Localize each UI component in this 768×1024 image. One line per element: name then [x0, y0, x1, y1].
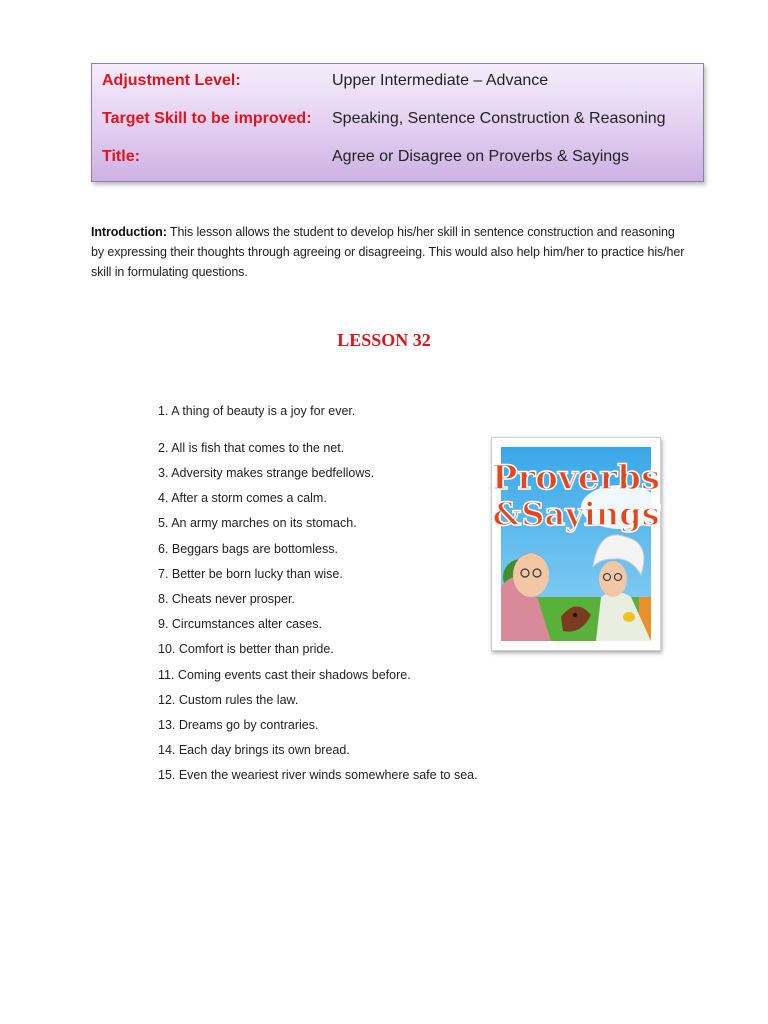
proverb-item: 13. Dreams go by contraries. — [158, 718, 319, 732]
introduction-label: Introduction: — [91, 225, 167, 239]
proverbs-sayings-picture — [491, 437, 661, 651]
grandma-left-face — [513, 553, 549, 597]
bird — [623, 612, 635, 622]
introduction-text: This lesson allows the student to develop his/her skill in sentence construction and reasoning by expressing their thoughts through agreeing or disagreeing. This would also help him/her to practice his/her skill in formulating questions. — [91, 225, 685, 279]
proverb-item: 8. Cheats never prosper. — [158, 592, 295, 606]
title-row — [102, 145, 693, 169]
lesson-heading: LESSON 32 — [337, 330, 431, 350]
adjustment-level-value: Upper Intermediate – Advance — [332, 72, 549, 89]
target-skill-label: Target Skill to be improved: — [102, 110, 312, 127]
proverb-item: 12. Custom rules the law. — [158, 693, 299, 707]
proverbs-illustration — [491, 447, 661, 641]
picture-title-line2: &Sayings — [492, 495, 660, 533]
proverb-item: 7. Better be born lucky than wise. — [158, 567, 343, 581]
proverb-item: 1. A thing of beauty is a joy for ever. — [158, 404, 356, 418]
proverb-item: 15. Even the weariest river winds somewhere safe to sea. — [158, 768, 478, 782]
adjustment-level-label: Adjustment Level: — [102, 72, 241, 89]
proverb-item: 14. Each day brings its own bread. — [158, 743, 350, 757]
lesson-info-box — [91, 63, 704, 182]
proverb-item: 2. All is fish that comes to the net. — [158, 441, 345, 455]
adjustment-level-row — [102, 69, 693, 93]
grandma-right-face — [599, 561, 627, 597]
proverb-item: 3. Adversity makes strange bedfellows. — [158, 466, 375, 480]
proverb-item: 6. Beggars bags are bottomless. — [158, 542, 338, 556]
proverb-item: 10. Comfort is better than pride. — [158, 642, 334, 656]
target-skill-row — [102, 107, 693, 131]
dog-eye — [573, 613, 577, 617]
proverb-item: 11. Coming events cast their shadows before. — [158, 668, 411, 682]
introduction-paragraph — [91, 222, 691, 282]
picture-title-line1: Proverbs — [491, 458, 661, 498]
title-label: Title: — [102, 148, 140, 165]
proverb-item: 5. An army marches on its stomach. — [158, 516, 357, 530]
target-skill-value: Speaking, Sentence Construction & Reasoning — [332, 110, 666, 127]
proverb-item: 4. After a storm comes a calm. — [158, 491, 327, 505]
title-value: Agree or Disagree on Proverbs & Sayings — [332, 148, 630, 165]
proverb-item: 9. Circumstances alter cases. — [158, 617, 322, 631]
